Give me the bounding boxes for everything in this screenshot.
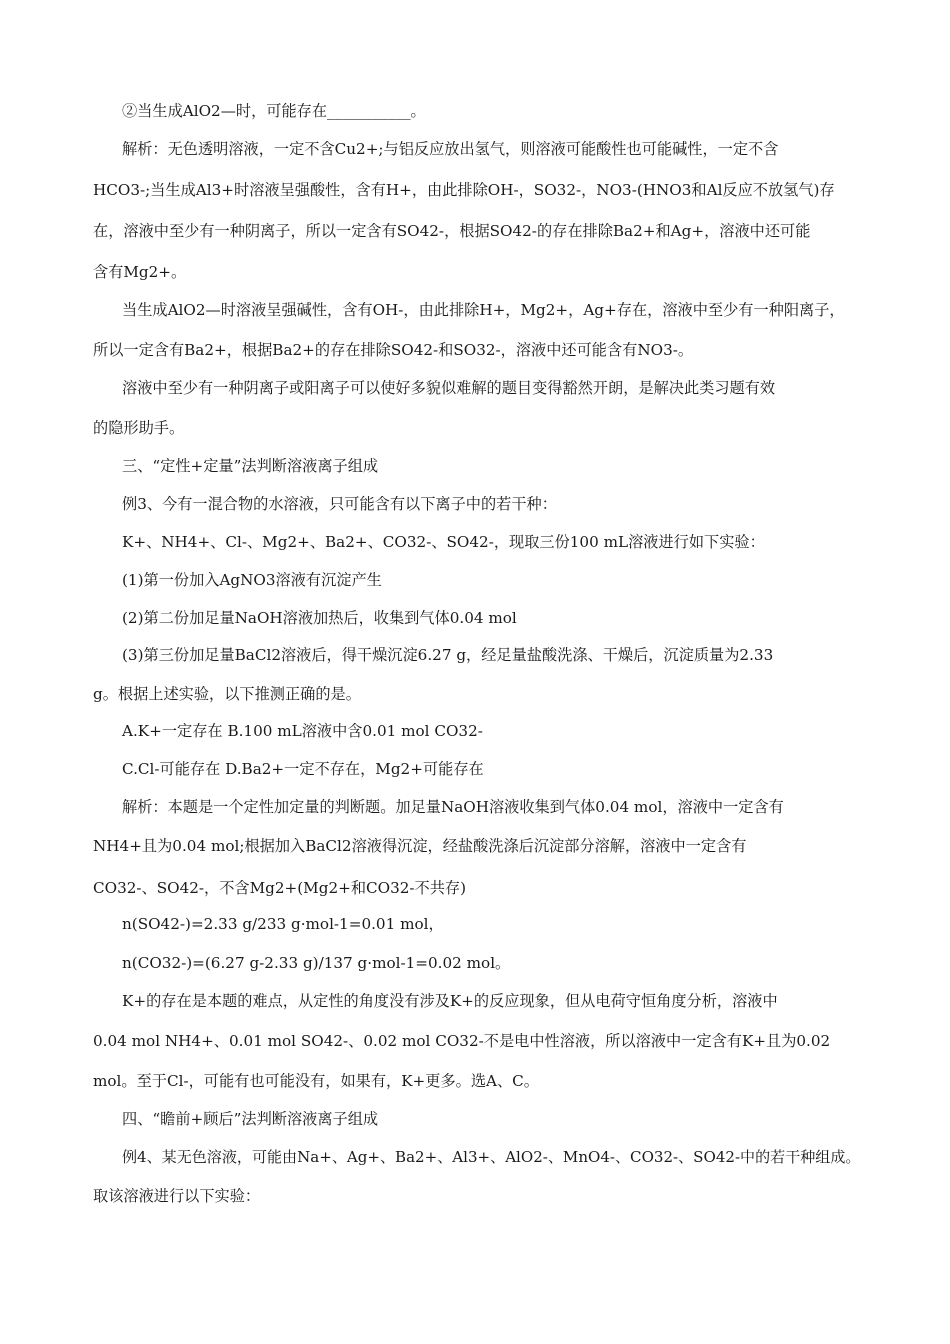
text-line: 当生成AlO2—时溶液呈强碱性，含有OH-，由此排除H+，Mg2+，Ag+存在，溶液中至少有一种阳离子， <box>122 301 845 319</box>
text-line: HCO3-;当生成Al3+时溶液呈强酸性，含有H+，由此排除OH-，SO32-，NO3-(HNO3和Al反应不放氢气)存 <box>93 181 835 199</box>
text-line: (3)第三份加足量BaCl2溶液后，得干燥沉淀6.27 g，经足量盐酸洗涤、干燥后，沉淀质量为2.33 <box>122 646 774 664</box>
text-line: 的隐形助手。 <box>93 419 185 437</box>
formula-line: n(SO42-)=2.33 g/233 g·mol-1=0.01 mol， <box>122 915 444 933</box>
text-line: ②当生成AlO2—时，可能存在___________。 <box>122 102 426 120</box>
text-line: 溶液中至少有一种阴离子或阳离子可以使好多貌似难解的题目变得豁然开朗，是解决此类习题有效 <box>122 379 776 397</box>
text-line: 解析：无色透明溶液，一定不含Cu2+;与铝反应放出氢气，则溶液可能酸性也可能碱性，一定不含 <box>122 140 779 158</box>
text-line: 含有Mg2+。 <box>93 263 187 281</box>
text-line: 例3、今有一混合物的水溶液，只可能含有以下离子中的若干种： <box>122 495 557 513</box>
option-line: A.K+一定存在 B.100 mL溶液中含0.01 mol CO32- <box>122 722 483 740</box>
text-line: mol。至于Cl-，可能有也可能没有，如果有，K+更多。选A、C。 <box>93 1072 539 1090</box>
formula-line: n(CO32-)=(6.27 g-2.33 g)/137 g·mol-1=0.02 mol。 <box>122 954 511 972</box>
option-line: C.Cl-可能存在 D.Ba2+一定不存在，Mg2+可能存在 <box>122 760 484 778</box>
section-heading: 三、“定性+定量”法判断溶液离子组成 <box>122 457 379 475</box>
text-line: K+、NH4+、Cl-、Mg2+、Ba2+、CO32-、SO42-，现取三份100 mL溶液进行如下实验： <box>122 533 765 551</box>
text-line: 在，溶液中至少有一种阴离子，所以一定含有SO42-，根据SO42-的存在排除Ba2+和Ag+，溶液中还可能 <box>93 222 811 240</box>
text-line: g。根据上述实验，以下推测正确的是。 <box>93 685 361 703</box>
text-line: K+的存在是本题的难点，从定性的角度没有涉及K+的反应现象，但从电荷守恒角度分析，溶液中 <box>122 992 778 1010</box>
section-heading: 四、“瞻前+顾后”法判断溶液离子组成 <box>122 1110 379 1128</box>
text-line: NH4+且为0.04 mol;根据加入BaCl2溶液得沉淀，经盐酸洗涤后沉淀部分溶解，溶液中一定含有 <box>93 837 747 855</box>
text-line: 0.04 mol NH4+、0.01 mol SO42-、0.02 mol CO32-不是电中性溶液，所以溶液中一定含有K+且为0.02 <box>93 1032 831 1050</box>
text-line: 取该溶液进行以下实验： <box>93 1187 261 1205</box>
text-line: (1)第一份加入AgNO3溶液有沉淀产生 <box>122 571 382 589</box>
text-line: 所以一定含有Ba2+，根据Ba2+的存在排除SO42-和SO32-，溶液中还可能含有NO3-。 <box>93 341 694 359</box>
text-line: 解析：本题是一个定性加定量的判断题。加足量NaOH溶液收集到气体0.04 mol，溶液中一定含有 <box>122 798 784 816</box>
text-line: (2)第二份加足量NaOH溶液加热后，收集到气体0.04 mol <box>122 609 517 627</box>
text-line: 例4、某无色溶液，可能由Na+、Ag+、Ba2+、Al3+、AlO2-、MnO4-、CO32-、SO42-中的若干种组成。 <box>122 1148 861 1166</box>
text-line: CO32-、SO42-，不含Mg2+(Mg2+和CO32-不共存) <box>93 879 467 897</box>
